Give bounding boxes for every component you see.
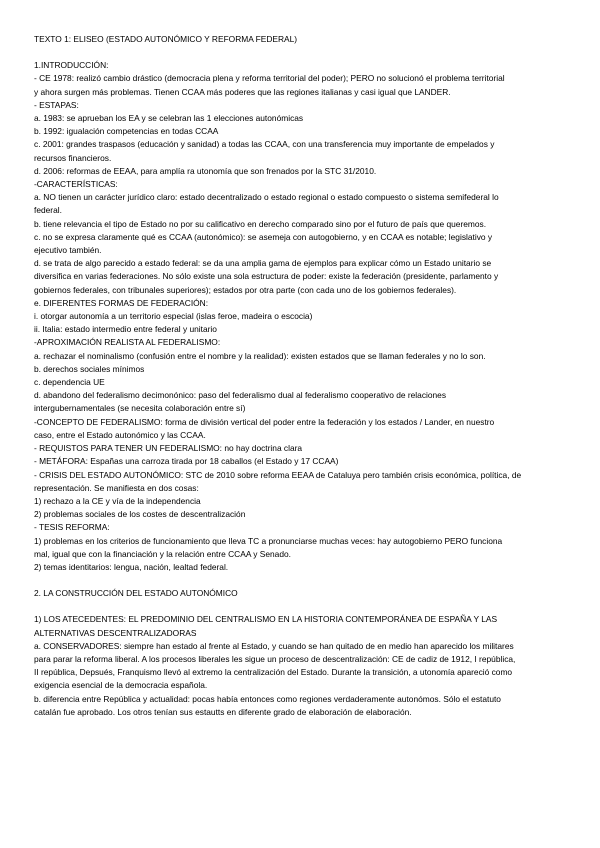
text-line: i. otorgar autonomía a un territorio especial (islas feroe, madeira o escocia) <box>34 311 313 322</box>
section1-heading: 1.INTRODUCCIÓN: <box>34 60 109 71</box>
text-line: y ahora surgen más problemas. Tienen CCAA más poderes que las regiones italianas y casi igual que LANDER. <box>34 86 451 97</box>
document-title: TEXTO 1: ELISEO (ESTADO AUTONÓMICO Y REFORMA FEDERAL) <box>34 34 298 44</box>
text-line: -CONCEPTO DE FEDERALISMO: forma de división vertical del poder entre la federación y los estados / Lander, en nuestro <box>34 416 495 427</box>
text-line: c. dependencia UE <box>34 377 105 388</box>
text-line: d. 2006: reformas de EEAA, para amplía ra utonomía que son frenados por la STC 31/2010. <box>34 165 377 176</box>
text-line: - CE 1978: realizó cambio drástico (democracia plena y reforma territorial del poder); PERO no solucionó el problema territorial <box>34 73 505 84</box>
section2-heading: 2. LA CONSTRUCCIÓN DEL ESTADO AUTONÓMICO <box>34 588 238 599</box>
text-line: exigencia esencial de la democracia española. <box>34 680 208 691</box>
text-line: - CRISIS DEL ESTADO AUTONÓMICO: STC de 2010 sobre reforma EEAA de Cataluya pero también crisis económica, política, de <box>34 469 522 480</box>
section2-subheading <box>34 613 566 639</box>
text-line: -APROXIMACIÓN REALISTA AL FEDERALISMO: <box>34 337 221 348</box>
text-line: caso, entre el Estado autonómico y las CCAA. <box>34 429 206 440</box>
text-line: 2) problemas sociales de los costes de descentralización <box>34 509 246 520</box>
text-line: ejecutivo también. <box>34 245 102 256</box>
text-line: b. derechos sociales mínimos <box>34 363 145 374</box>
text-line: c. 2001: grandes traspasos (educación y sanidad) a todas las CCAA, con una transferencia muy importante de empelados y <box>34 139 495 150</box>
text-line: mal, igual que con la financiación y la relación entre CCAA y Senado. <box>34 548 291 559</box>
text-line: - METÁFORA: Españas una carroza tirada por 18 caballos (el Estado y 17 CCAA) <box>34 456 339 467</box>
text-line: a. 1983: se aprueban los EA y se celebran las 1 elecciones autonómicas <box>34 113 304 124</box>
text-line: ii. Italia: estado intermedio entre federal y unitario <box>34 324 217 335</box>
text-line: - TESIS REFORMA: <box>34 522 110 533</box>
text-line: - ESTAPAS: <box>34 99 79 110</box>
text-line: - REQUISTOS PARA TENER UN FEDERALISMO: no hay doctrina clara <box>34 443 303 454</box>
text-line: 2) temas identitarios: lengua, nación, lealtad federal. <box>34 561 229 572</box>
section2-body <box>34 640 566 719</box>
text-line: gobiernos federales, con tribunales superiores); estados por otra parte (con cada uno de los gobiernos federales). <box>34 284 457 295</box>
subheading-line: 1) LOS ATECEDENTES: EL PREDOMINIO DEL CENTRALISMO EN LA HISTORIA CONTEMPORÁNEA DE ESPAÑA Y LAS <box>34 614 498 625</box>
text-line: d. se trata de algo parecido a estado federal: se da una amplia gama de ejemplos para explicar cómo un Estado unitario se <box>34 258 492 269</box>
text-line: e. DIFERENTES FORMAS DE FEDERACIÓN: <box>34 297 209 308</box>
text-line: b. 1992: igualación competencias en todas CCAA <box>34 126 219 137</box>
text-line: II república, Depsués, Franquismo llevó al extremo la centralización del Estado. Durante la transición, a utonomía apareció como <box>34 667 513 678</box>
text-line: 1) problemas en los criterios de funcionamiento que lleva TC a pronunciarse muchas veces: hay autogobierno PERO funciona <box>34 535 503 546</box>
text-line: a. CONSERVADORES: siempre han estado al frente al Estado, y cuando se han quitado de en medio han aparecido los militares <box>34 640 514 651</box>
text-line: b. tiene relevancia el tipo de Estado no por su calificativo en derecho comparado sino por el futuro de país que queremos. <box>34 218 487 229</box>
text-line: recursos financieros. <box>34 152 112 163</box>
text-line: 1) rechazo a la CE y vía de la independencia <box>34 495 201 506</box>
text-line: d. abandono del federalismo decimonónico: paso del federalismo dual al federalismo cooperativo de relaciones <box>34 390 447 401</box>
text-line: diversifica en varias federaciones. No sólo existe una sola estructura de poder: existe la federación (presidente, parlamento y <box>34 271 499 282</box>
text-line: b. diferencia entre República y actualidad: pocas había entonces como regiones verdaderamente autonómos. Sólo el estatuto <box>34 693 501 704</box>
text-line: a. rechazar el nominalismo (confusión entre el nombre y la realidad): existen estados que se llaman federales y no lo son. <box>34 350 486 361</box>
text-line: c. no se expresa claramente qué es CCAA (autonómico): se asemeja con autogobierno, y en CCAA es notable; legislativo y <box>34 231 493 242</box>
spacer <box>34 600 566 613</box>
text-line: para parar la reforma liberal. A los procesos liberales les sigue un proceso de descentralización: CE de cadiz de 1912, I república, <box>34 653 516 664</box>
section1-body <box>34 72 566 574</box>
spacer <box>34 574 566 587</box>
text-line: -CARACTERÍSTICAS: <box>34 179 118 190</box>
text-line: a. NO tienen un carácter jurídico claro: estado decentralizado o estado regional o estado compuesto o sistema semifederal lo <box>34 192 499 203</box>
text-line: federal. <box>34 205 62 216</box>
text-line: representación. Se manifiesta en dos cosas: <box>34 482 199 493</box>
text-line: intergubernamentales (se necesita colaboración entre sí) <box>34 403 246 414</box>
subheading-line: ALTERNATIVAS DESCENTRALIZADORAS <box>34 627 197 638</box>
text-line: catalán fue aprobado. Los otros tenían sus estautts en diferente grado de elaboración de elaboración. <box>34 706 412 717</box>
